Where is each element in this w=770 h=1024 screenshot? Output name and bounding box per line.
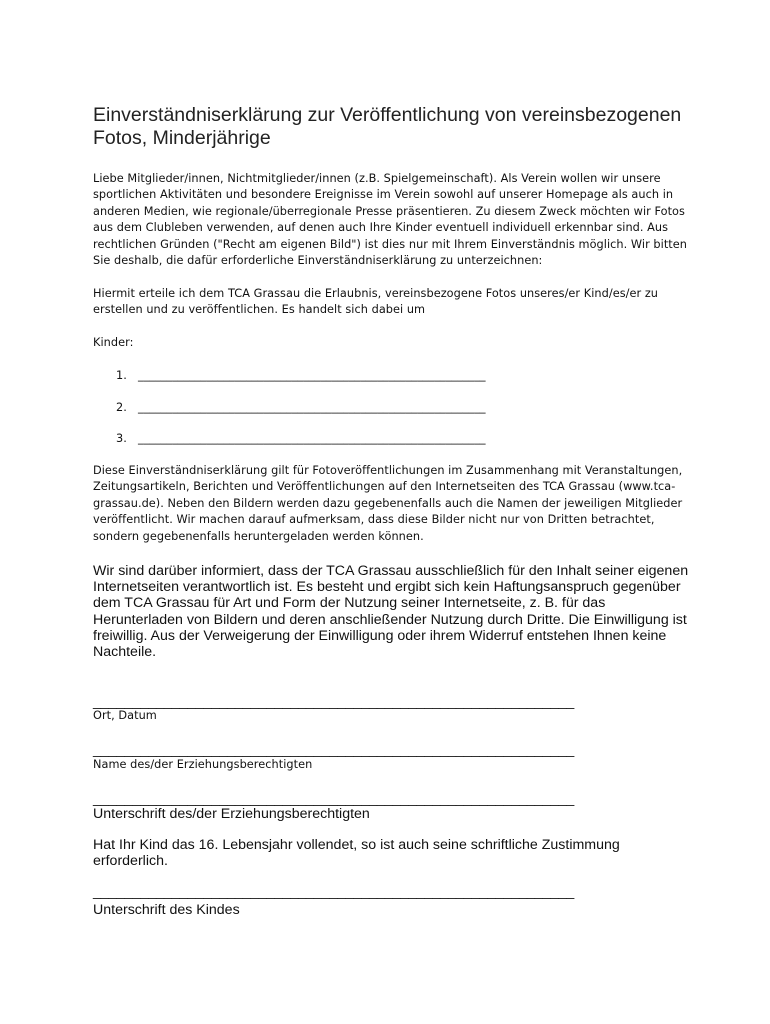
- child-signature-line: _____________________________________________________________: [93, 884, 575, 900]
- guardian-signature-line: _____________________________________________________________: [93, 791, 575, 807]
- scope-paragraph: Diese Einverständniserklärung gilt für Fotoveröffentlichungen im Zusammenhang mit Veranstaltungen, Zeitungsartikeln, Berichten und Veröffentlichungen auf den Internetseiten des TCA Grassau (www.tca-grassau.de). Neben den Bildern werden dazu gegebenenfalls auch die Namen der jeweiligen Mitglieder veröffentlicht. Wir machen darauf aufmerksam, dass diese Bilder nicht nur von Dritten betrachtet, sondern gegebenenfalls heruntergeladen werden können.: [93, 464, 683, 543]
- child-entry-blank: _____________________________________________________________: [138, 432, 486, 445]
- child-entry-1: [116, 368, 486, 384]
- place-date-label: Ort, Datum: [93, 709, 157, 722]
- age-note-paragraph: Hat Ihr Kind das 16. Lebensjahr vollendet, so ist auch seine schriftliche Zustimmung erforderlich.: [93, 837, 620, 870]
- child-entry-blank: _____________________________________________________________: [138, 369, 486, 382]
- guardian-signature-label: Unterschrift des/der Erziehungsberechtigten: [93, 806, 370, 822]
- intro-paragraph: Liebe Mitglieder/innen, Nichtmitglieder/innen (z.B. Spielgemeinschaft). Als Verein wollen wir unsere sportlichen Aktivitäten und besondere Ereignisse im Verein sowohl auf unserer Homepage als auch in anderen Medien, wie regionale/überregionale Presse präsentieren. Zu diesem Zweck möchten wir Fotos aus dem Clubleben verwenden, auf denen auch Ihre Kinder eventuell individuell erkennbar sind. Aus rechtlichen Gründen ("Recht am eigenen Bild") ist dies nur mit Ihrem Einverständnis möglich. Wir bitten Sie deshalb, die dafür erforderliche Einverständniserklärung zu unterzeichnen:: [93, 172, 687, 268]
- document-title: Einverständniserklärung zur Veröffentlichung von vereinsbezogenen Fotos, Minderjährige: [93, 104, 682, 149]
- child-entry-number: 1.: [116, 369, 127, 382]
- guardian-name-line: _____________________________________________________________: [93, 742, 575, 758]
- child-entry-2: [116, 400, 486, 416]
- child-entry-3: [116, 431, 486, 447]
- disclaimer-paragraph: Wir sind darüber informiert, dass der TCA Grassau ausschließlich für den Inhalt seiner eigenen Internetseiten verantwortlich ist. Es besteht und ergibt sich kein Haftungsanspruch gegenüber dem TCA Grassau für Art und Form der Nutzung seiner Internetseite, z. B. für das Herunterladen von Bildern und deren anschließender Nutzung durch Dritte. Die Einwilligung ist freiwillig. Aus der Verweigerung der Einwilligung oder ihrem Widerruf entstehen Ihnen keine Nachteile.: [93, 563, 689, 661]
- child-entry-number: 2.: [116, 401, 127, 414]
- place-date-line: _____________________________________________________________: [93, 694, 575, 710]
- children-label: Kinder:: [93, 336, 134, 349]
- child-signature-label: Unterschrift des Kindes: [93, 902, 240, 918]
- child-entry-blank: _____________________________________________________________: [138, 401, 486, 414]
- guardian-name-label: Name des/der Erziehungsberechtigten: [93, 758, 313, 771]
- child-entry-number: 3.: [116, 432, 127, 445]
- consent-paragraph: Hiermit erteile ich dem TCA Grassau die Erlaubnis, vereinsbezogene Fotos unseres/er Kind/es/er zu erstellen und zu veröffentlichen. Es handelt sich dabei um: [93, 287, 659, 317]
